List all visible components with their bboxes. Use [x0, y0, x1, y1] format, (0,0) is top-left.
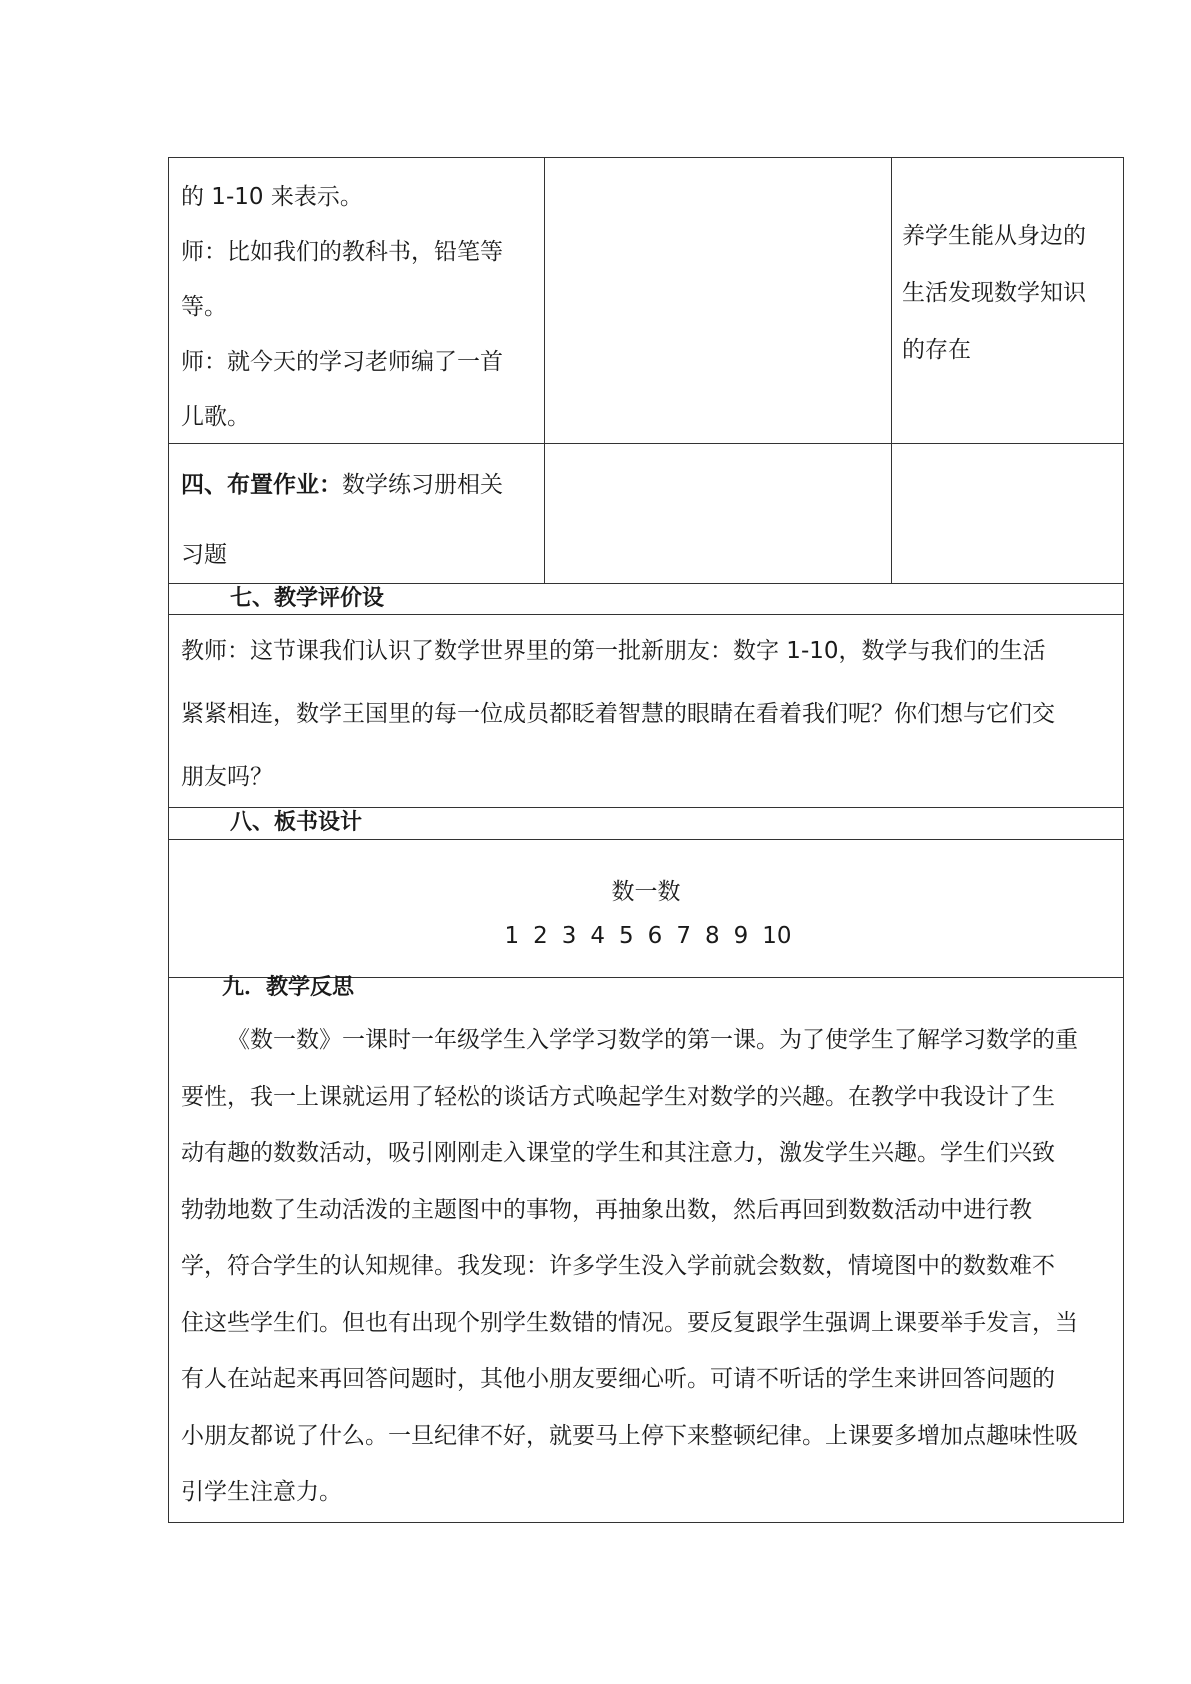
number-item: 9: [733, 923, 749, 949]
number-item: 4: [590, 923, 606, 949]
row-divider: [168, 839, 1124, 840]
text-line: 养学生能从身边的: [902, 223, 1086, 249]
text-line: 要性，我一上课就运用了轻松的谈话方式唤起学生对数学的兴趣。在教学中我设计了生: [181, 1083, 1055, 1110]
homework-label: 四、布置作业：: [181, 472, 342, 498]
row1-col3-text: [902, 208, 1122, 379]
text-line: 小朋友都说了什么。一旦纪律不好，就要马上停下来整顿纪律。上课要多增加点趣味性吸: [181, 1422, 1078, 1449]
text-line: 教师：这节课我们认识了数学世界里的第一批新朋友：数字 1-10，数学与我们的生活: [181, 638, 1046, 664]
text-line: 紧紧相连，数学王国里的每一位成员都眨着智慧的眼睛在看着我们呢？你们想与它们交: [181, 701, 1055, 727]
text-line: 等。: [181, 294, 227, 320]
number-item: 7: [676, 923, 691, 949]
board-design-title: 八、板书设计: [230, 810, 363, 835]
text-line: 勃勃地数了生动活泼的主题图中的事物，再抽象出数，然后再回到数数活动中进行教: [181, 1196, 1032, 1223]
text-line: 动有趣的数数活动，吸引刚刚走入课堂的学生和其注意力，激发学生兴趣。学生们兴致: [181, 1140, 1055, 1166]
column-divider: [891, 157, 892, 583]
text-line: 《数一数》一课时一年级学生入学学习数学的第一课。为了使学生了解学习数学的重: [227, 1027, 1078, 1053]
text-line: 的存在: [902, 337, 971, 363]
text-line: 住这些学生们。但也有出现个别学生数错的情况。要反复跟学生强调上课要举手发言，当: [181, 1309, 1078, 1336]
number-item: 2: [533, 923, 548, 949]
text-line: 引学生注意力。: [181, 1479, 342, 1505]
text-line: 儿歌。: [181, 404, 250, 430]
evaluation-paragraph: [181, 620, 1121, 809]
text-line: 有人在站起来再回答问题时，其他小朋友要细心听。可请不听话的学生来讲回答问题的: [181, 1366, 1055, 1392]
text-line: 朋友吗？: [181, 764, 273, 790]
reflection-paragraph: [181, 1012, 1121, 1521]
number-item: 8: [704, 923, 720, 949]
text-line: 师：就今天的学习老师编了一首: [181, 349, 503, 375]
row1-col1-text: [181, 170, 541, 445]
row2-col1-text: [181, 450, 541, 590]
evaluation-title: 七、教学评价设: [230, 586, 385, 611]
board-heading: 数一数: [611, 879, 681, 905]
board-numbers: [168, 920, 1126, 952]
number-item: 6: [647, 923, 663, 949]
number-item: 10: [762, 923, 792, 949]
column-divider: [544, 157, 545, 583]
text-line: 师：比如我们的教科书，铅笔等: [181, 239, 503, 265]
number-item: 1: [504, 923, 520, 949]
text-line: 生活发现数学知识: [902, 280, 1086, 306]
number-item: 3: [561, 923, 577, 949]
row-divider: [168, 614, 1124, 615]
reflection-title: 九．教学反思: [222, 975, 355, 1000]
homework-text: 数学练习册相关: [342, 472, 503, 498]
text-line: 学，符合学生的认知规律。我发现：许多学生没入学前就会数数，情境图中的数数难不: [181, 1253, 1055, 1279]
text-line: 的 1-10 来表示。: [181, 184, 363, 210]
text-line: 习题: [181, 542, 227, 568]
number-item: 5: [619, 923, 634, 949]
text-line: [181, 450, 541, 520]
